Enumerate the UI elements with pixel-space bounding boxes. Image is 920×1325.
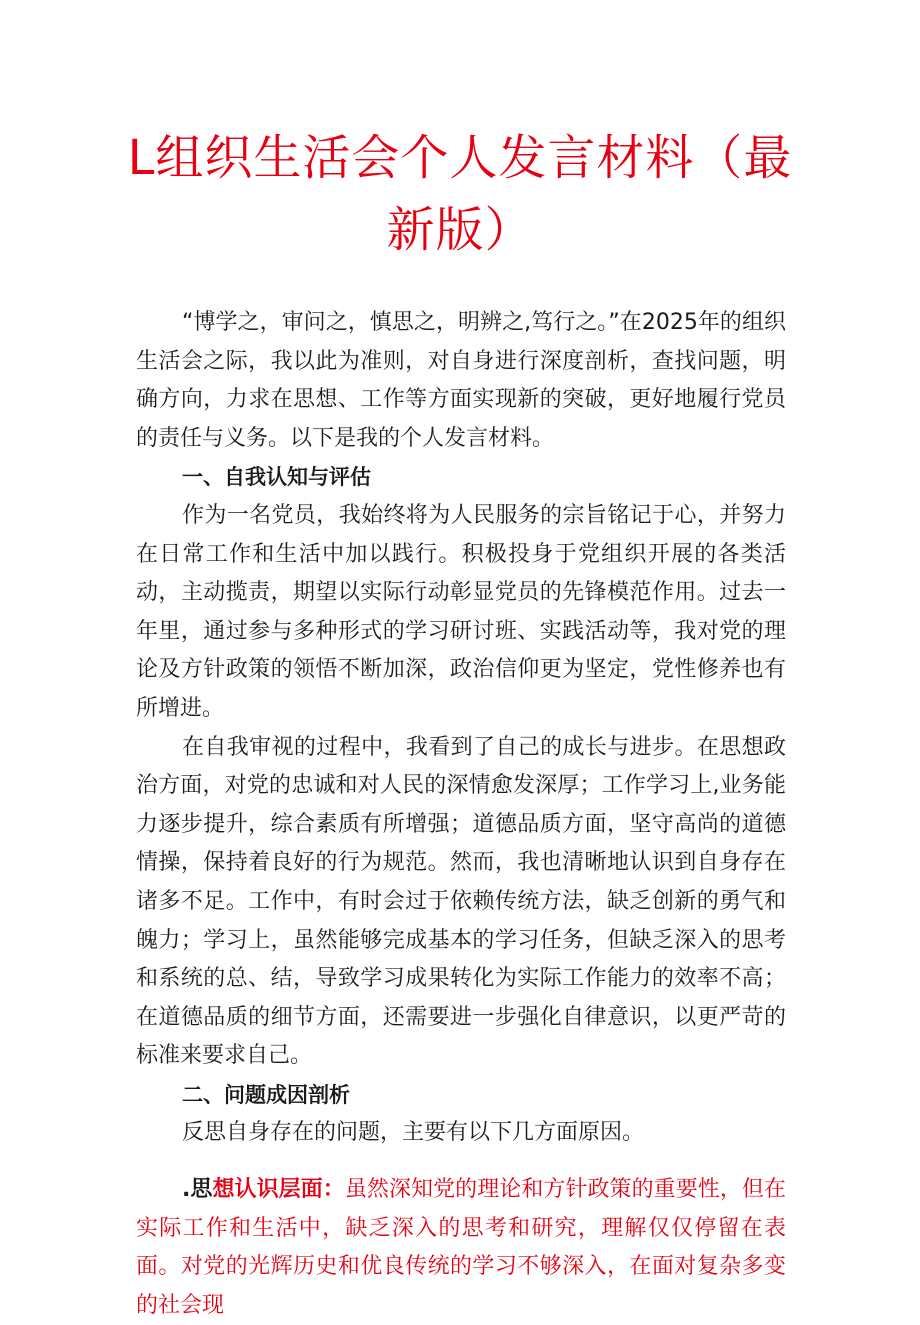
document-body <box>136 304 786 1325</box>
section-heading-cause-analysis: 二、问题成因剖析 <box>182 1082 350 1107</box>
ideology-cause-paragraph <box>136 1171 786 1325</box>
document-title: L组织生活会个人发言材料（最新版） <box>127 130 793 258</box>
self-assessment-paragraph: 作为一名党员，我始终将为人民服务的宗旨铭记于心，并努力在日常工作和生活中加以践行。积极投身于党组织开展的各类活动，主动揽责，期望以实际行动彰显党员的先锋模范作用。过去一年里，通过参与多种形式的学习研讨班、实践活动等，我对党的理论及方针政策的领悟不断加深，政治信仰更为坚定，党性修养也有所增进。 <box>136 502 786 721</box>
intro-paragraph: “博学之，审问之，慎思之，明辨之,笃行之。”在2025年的组织生活会之际，我以此为准则，对自身进行深度剖析，查找问题，明确方向，力求在思想、工作等方面实现新的突破，更好地履行党员的责任与义务。以下是我的个人发言材料。 <box>136 310 786 451</box>
item-marker: .思 <box>182 1177 213 1203</box>
cause-intro-paragraph: 反思自身存在的问题，主要有以下几方面原因。 <box>182 1120 645 1146</box>
self-review-paragraph: 在自我审视的过程中，我看到了自己的成长与进步。在思想政治方面，对党的忠诚和对人民的深情愈发深厚；工作学习上,业务能力逐步提升，综合素质有所增强；道德品质方面，坚守高尚的道德情操，保持着良好的行为规范。然而，我也清晰地认识到自身存在诸多不足。工作中，有时会过于依赖传统方法，缺乏创新的勇气和魄力；学习上，虽然能够完成基本的学习任务，但缺乏深入的思考和系统的总、结，导致学习成果转化为实际工作能力的效率不高；在道德品质的细节方面，还需要进一步强化自律意识，以更严苛的标准来要求自己。 <box>136 734 786 1069</box>
section-heading-self-assessment: 一、自我认知与评估 <box>182 465 371 490</box>
item-text: 虽然深知党的理论和方针政策的重要性，但在实际工作和生活中，缺乏深入的思考和研究，理解仅仅停留在表面。对党的光辉历史和优良传统的学习不够深入，在面对复杂多变的社会现 <box>136 1177 786 1318</box>
item-lead: 想认识层面： <box>212 1177 345 1203</box>
